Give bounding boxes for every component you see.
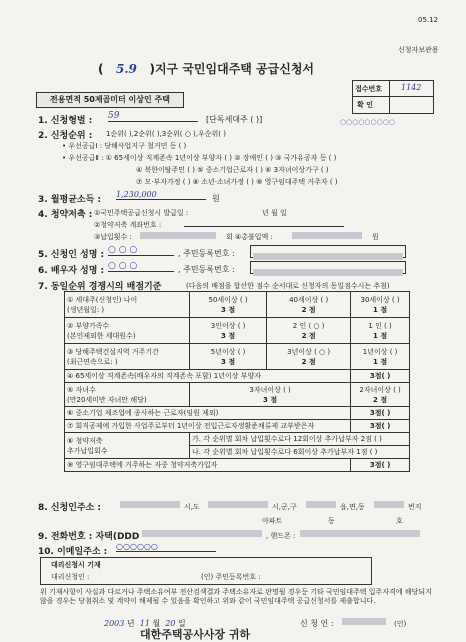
address-si-label: 시,도 <box>184 503 200 511</box>
item5-id-label: , 주민등록번호 : <box>178 249 235 258</box>
row1-option1: 50세이상 ( ) <box>208 295 248 304</box>
row3-option1: 5년이상 ( ) <box>210 347 246 356</box>
redacted-address-dong <box>306 501 336 508</box>
row2-option2: 2 인 ( ○ ) <box>292 321 325 330</box>
item9-label: 9. 전화번호 : 자택(DDD <box>38 532 140 542</box>
address-ho-label: 호 <box>396 517 403 525</box>
table-row <box>65 420 410 433</box>
row8-label: ⑧ 청약저축 <box>67 436 103 445</box>
redacted-address-si <box>120 501 180 508</box>
redacted-address-gu <box>208 501 268 508</box>
applicant-name: ○ ○ ○ <box>108 245 174 256</box>
item2-priority4: ⑦ 모·부자가정 ( ) ⑧ 소년·소녀가정 ( ) ⑨ 영구임대주택 거주자 ( ) <box>136 178 338 186</box>
agent-title: 대리신청시 기재 <box>51 561 101 569</box>
row2-option1-score: 3 점 <box>221 331 236 340</box>
item4-total-label: 회 ④총불입액 : <box>226 233 273 241</box>
receipt-number-label: 접수번호 <box>355 85 383 93</box>
row3-label: ③ 당해주택건설지역 거주기간 <box>67 347 159 356</box>
item4-account-field <box>184 226 344 227</box>
item4-issue-date: 년 월 일 <box>262 209 287 217</box>
table-row <box>65 292 410 318</box>
redacted-mobile-phone <box>300 530 420 537</box>
row5-option2: 2자녀이상 ( ) <box>359 385 401 394</box>
row6-label: ⑥ 중소기업 제조업에 종사하는 근로자(임원 제외) <box>65 407 351 420</box>
item4-issue-date-label: ①국민주택공급신청시 발급일 : <box>94 209 189 217</box>
item2-value: 1순위( ),2순위( ),3순위( ○ ),우순위( ) <box>106 130 226 138</box>
row4-label: ④ 65세이상 직계존속(배우자의 직계존속 포함) 1년이상 부양자 <box>65 370 351 383</box>
row1-option2: 40세이상 ( ) <box>289 295 329 304</box>
item9-mobile-label: , 핸드폰 : <box>266 532 296 540</box>
title-prefix: ( <box>98 62 104 76</box>
declaration-text: 위 기재사항이 사실과 다르거나 주택소유여부 전산검색결과 주택소유자로 판명될 경우등 기타 국민임대주택 입주자격에 해당되지 않을 경우는 당첨취소 및 계약이 해제될 수 있음을 확인하고 위와 같이 국민임대주택 공급신청서를 제출합니다. <box>40 588 432 605</box>
address-bunji-label: 번지 <box>408 503 422 511</box>
redacted-total <box>292 232 362 239</box>
row5-option1-score: 3 점 <box>263 395 278 404</box>
row3-option2: 3년이상 ( ○ ) <box>287 347 331 356</box>
item1-extra: [단독세대주 ( )] <box>206 115 263 124</box>
row4-score: 3점( ) <box>351 370 410 383</box>
row8-option-a: 가. 각 순위별 회차 납입횟수로다 12회이상 추가납부자 2점 ( ) <box>190 433 410 446</box>
date-month: 11 <box>139 619 150 628</box>
row3-option1-score: 3 점 <box>221 357 236 366</box>
redacted-address-bunji <box>374 501 404 508</box>
item4-label: 4. 청약저축 : <box>38 210 93 220</box>
row3-sub: (최근연속으로: ) <box>67 357 118 366</box>
date-year: 2003 <box>104 619 125 628</box>
spouse-name: ○ ○ ○ <box>108 261 174 272</box>
row5-label: ⑤ 자녀수 <box>67 385 96 394</box>
row7-label: ⑦ 회직공제에 가입한 사업주로부터 1년이상 전입근로자생활준채류제 교부받은자 <box>65 420 351 433</box>
form-title <box>98 60 314 77</box>
confirm-label: 확 인 <box>357 101 373 109</box>
table-row <box>65 383 410 407</box>
item3-value: 1,230,000 <box>116 190 206 200</box>
row2-label: ② 부양가족수 <box>67 321 110 330</box>
applicant-copy-label: 신청자보관용 <box>398 46 439 54</box>
receipt-box <box>352 80 434 114</box>
item7-label: 7. 동일순위 경쟁시의 배점기준 <box>38 282 162 292</box>
row3-option3-score: 1 점 <box>373 357 388 366</box>
spouse-id-boxes <box>250 261 406 274</box>
redacted-signature <box>342 618 386 625</box>
agent-box <box>40 557 372 585</box>
title-district: 5.9 <box>116 62 137 76</box>
row8-option-b: 나. 각 순위별 회차 납입횟수로다 6회이상 추가납부자 1점 ( ) <box>190 446 410 459</box>
agent-id-label: (인) 주민등록번호 : <box>201 573 261 581</box>
date-year-unit: 년 <box>126 619 135 628</box>
item6-label: 6. 배우자 성명 : <box>38 266 105 276</box>
table-row <box>65 318 410 344</box>
email-value: ○○○○○○ <box>116 542 216 552</box>
row3-option2-score: 2 점 <box>301 357 316 366</box>
handwritten-note: ○○○○○○○○○ <box>340 118 395 126</box>
row3-option3: 1년이상 ( ) <box>362 347 398 356</box>
applicant-signature-label: 신 청 인 : <box>300 619 334 628</box>
item10-label: 10. 이메일주소 : <box>38 547 108 557</box>
table-row <box>65 433 410 446</box>
row2-option3-score: 1 점 <box>373 331 388 340</box>
row1-sub: (생년월일: ) <box>67 305 105 314</box>
row9-score: 3점( ) <box>351 459 410 472</box>
item4-account-label: ②청약저축 계좌번호 : <box>94 221 162 229</box>
item3-unit: 원 <box>212 194 220 203</box>
table-row <box>65 344 410 370</box>
date-day: 20 <box>165 619 176 628</box>
row1-option3: 30세이상 ( ) <box>360 295 400 304</box>
seal-label: (인) <box>394 620 407 628</box>
address-dong-label: 읍,면,동 <box>340 503 365 511</box>
item3-label: 3. 월평균소득 : <box>38 195 102 205</box>
row7-score: 3점( ) <box>351 420 410 433</box>
redacted-count <box>140 232 216 239</box>
row1-option3-score: 1 점 <box>373 305 388 314</box>
item4-count-label: ③납입횟수 : <box>94 233 132 241</box>
table-row <box>65 370 410 383</box>
agent-name-label: 대리신청인 : <box>51 573 90 581</box>
item2-priority2: • 우선공급Ⅱ : ① 65세이상 직계존속 1년이상 부양자 ( ) ② 장애인 ( ) ③ 국가유공자 등 ( ) <box>62 154 337 162</box>
row9-label: ⑨ 영구임대주택에 거주하는 자중 청약저축가입자 <box>65 459 351 472</box>
item2-priority3: ④ 북한이탈주민 ( ) ⑤ 중소기업근로자 ( ) ⑥ 3자녀이상가구 ( ) <box>136 166 329 174</box>
item6-id-label: , 주민등록번호 : <box>178 265 235 274</box>
item5-label: 5. 신청인 성명 : <box>38 250 105 260</box>
title-suffix: )지구 국민임대주택 공급신청서 <box>149 62 315 76</box>
row5-option1: 3자녀이상 ( ) <box>249 385 291 394</box>
address-gu-label: 시,군,구 <box>272 503 297 511</box>
row5-sub: (만20세미만 자녀만 해당) <box>67 395 147 404</box>
row5-option2-score: 2 점 <box>373 395 388 404</box>
subtitle-box: 전용면적 50제곱미터 이상인 주택 <box>36 92 184 108</box>
row2-option2-score: 2 점 <box>301 331 316 340</box>
recipient: 대한주택공사사장 귀하 <box>140 628 251 641</box>
address-apt-label: 아파트 <box>262 517 283 525</box>
row8-sub: 추가납입회수 <box>67 446 108 455</box>
item1-label: 1. 신청형별 : <box>38 116 93 126</box>
date-month-unit: 월 <box>152 619 161 628</box>
row1-label: ① 세대주(신청인) 나이 <box>67 295 138 304</box>
address-apt-dong-label: 동 <box>328 517 335 525</box>
row2-option3: 1 인 ( ) <box>368 321 392 330</box>
date-code: 05.12 <box>418 16 439 24</box>
row6-score: 3점( ) <box>351 407 410 420</box>
table-row <box>65 407 410 420</box>
applicant-id-boxes <box>250 245 406 258</box>
item8-label: 8. 신청인주소 : <box>38 503 102 513</box>
item1-value: 59 <box>108 111 198 122</box>
item4-total-unit: 원 <box>372 233 379 241</box>
receipt-number-value: 1142 <box>401 83 422 92</box>
score-table <box>64 291 410 472</box>
item2-priority1: • 우선공급Ⅰ : 당해사업지구 철거민 등 ( ) <box>62 142 187 150</box>
row2-sub: (본인제외한 세대원수) <box>67 331 136 340</box>
row1-option1-score: 3 점 <box>221 305 236 314</box>
redacted-home-phone <box>142 530 262 537</box>
row1-option2-score: 2 점 <box>301 305 316 314</box>
item7-note: (다음의 배점을 합산한 점수 순서대로 신청자의 동일점수시는 추첨) <box>186 282 390 290</box>
table-row <box>65 459 410 472</box>
date-day-unit: 일 <box>178 619 186 628</box>
row2-option1: 3인이상 ( ) <box>210 321 246 330</box>
item2-label: 2. 신청순위 : <box>38 131 93 141</box>
